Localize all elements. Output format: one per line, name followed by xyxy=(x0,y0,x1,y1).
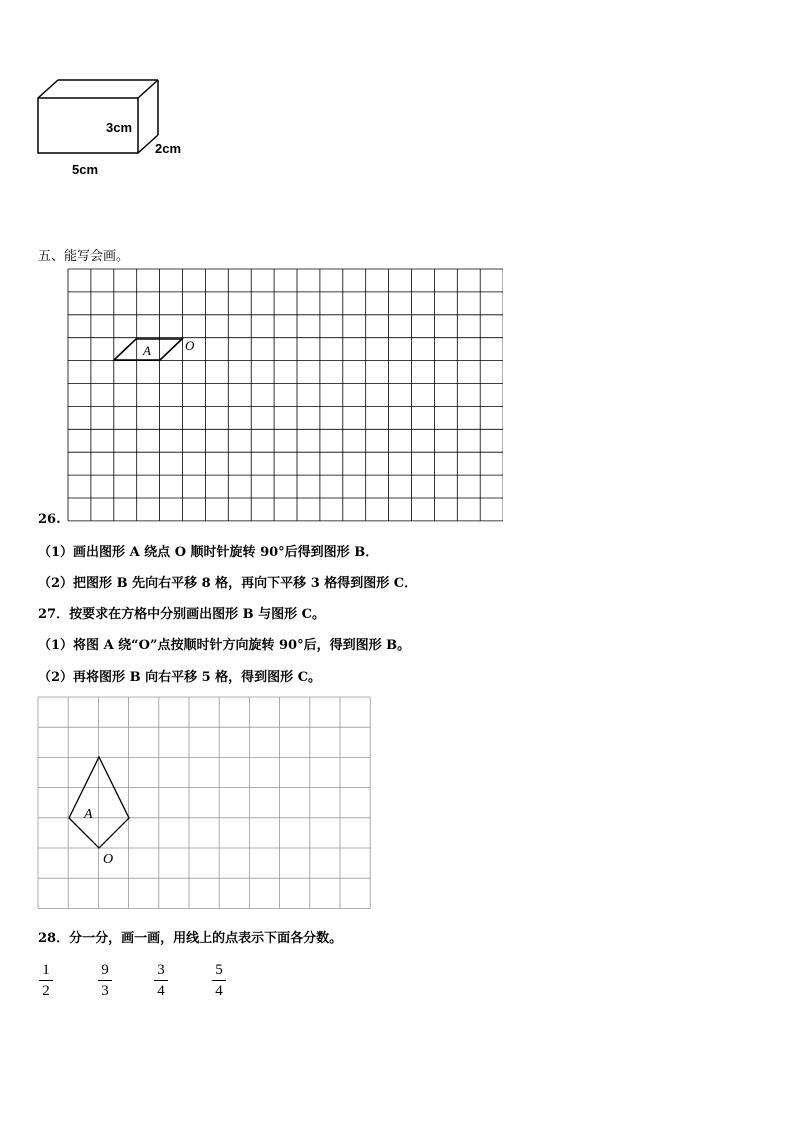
fraction-4 xyxy=(209,962,229,999)
grid-q27 xyxy=(37,696,374,911)
fraction-2 xyxy=(95,962,115,999)
fraction-numerator: 1 xyxy=(42,962,50,978)
fraction-numerator: 9 xyxy=(101,962,109,978)
fraction-1 xyxy=(36,962,56,999)
shape-a-label: A xyxy=(143,343,151,358)
fraction-bar xyxy=(98,980,112,981)
fraction-denominator: 2 xyxy=(42,983,50,999)
shape-a-label: A xyxy=(84,807,93,822)
q26-part1: （1）画出图形 A 绕点 O 顺时针旋转 90°后得到图形 B． xyxy=(38,545,379,560)
fraction-bar xyxy=(212,980,226,981)
fraction-denominator: 3 xyxy=(101,983,109,999)
point-o-label: O xyxy=(103,852,114,867)
q26-part2: （2）把图形 B 先向右平移 8 格，再向下平移 3 格得到图形 C． xyxy=(38,576,418,591)
depth-label: 2cm xyxy=(155,141,182,156)
fraction-denominator: 4 xyxy=(215,983,223,999)
section-heading: 五、能写会画。 xyxy=(38,249,130,264)
height-label: 3cm xyxy=(106,120,133,135)
grid-q26 xyxy=(67,268,503,526)
q27-part2: （2）再将图形 B 向右平移 5 格，得到图形 C。 xyxy=(38,670,322,685)
fraction-numerator: 3 xyxy=(157,962,165,978)
point-o-label: O xyxy=(185,338,195,353)
q28-intro: 28．分一分，画一画，用线上的点表示下面各分数。 xyxy=(38,931,343,946)
q27-intro: 27．按要求在方格中分别画出图形 B 与图形 C。 xyxy=(38,607,326,622)
fraction-numerator: 5 xyxy=(215,962,223,978)
q27-part1: （1）将图 A 绕“O”点按顺时针方向旋转 90°后，得到图形 B。 xyxy=(38,638,411,653)
fraction-denominator: 4 xyxy=(157,983,165,999)
fraction-bar xyxy=(39,980,53,981)
length-label: 5cm xyxy=(72,162,99,177)
fraction-bar xyxy=(154,980,168,981)
fraction-3 xyxy=(151,962,171,999)
question-number-26: 26. xyxy=(38,512,61,527)
shape-a-kite xyxy=(69,757,129,848)
